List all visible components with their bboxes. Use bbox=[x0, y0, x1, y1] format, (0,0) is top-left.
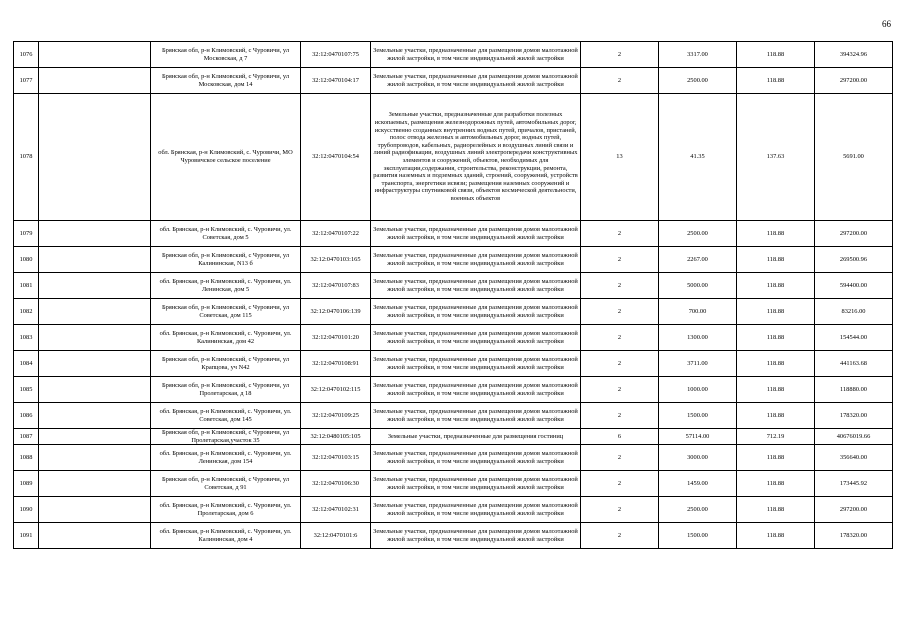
land-purpose-cell: Земельные участки, предназначенные для размещения домов малоэтажной жилой застройки, в том числе индивидуальной жилой застройки bbox=[371, 325, 581, 351]
spacer-cell bbox=[39, 403, 151, 429]
spacer-cell bbox=[39, 429, 151, 445]
land-purpose-cell: Земельные участки, предназначенные для размещения домов малоэтажной жилой застройки, в том числе индивидуальной жилой застройки bbox=[371, 523, 581, 549]
area-cell: 2267.00 bbox=[659, 247, 737, 273]
cadastral-number-cell: 32:12:0470101:20 bbox=[301, 325, 371, 351]
table-row bbox=[14, 42, 893, 68]
row-number-cell: 1091 bbox=[14, 523, 39, 549]
table-row bbox=[14, 247, 893, 273]
area-cell: 1500.00 bbox=[659, 523, 737, 549]
land-purpose-cell: Земельные участки, предназначенные для размещения домов малоэтажной жилой застройки, в том числе индивидуальной жилой застройки bbox=[371, 471, 581, 497]
group-code-cell: 2 bbox=[581, 299, 659, 325]
area-cell: 1300.00 bbox=[659, 325, 737, 351]
address-cell: Брянская обл, р-н Климовский, с Чуровичи, ул Советская, д 91 bbox=[151, 471, 301, 497]
row-number-cell: 1086 bbox=[14, 403, 39, 429]
table-row bbox=[14, 325, 893, 351]
area-cell: 41.35 bbox=[659, 94, 737, 221]
table-row bbox=[14, 429, 893, 445]
cadastral-value-cell: 594400.00 bbox=[815, 273, 893, 299]
land-purpose-cell: Земельные участки, предназначенные для размещения домов малоэтажной жилой застройки, в том числе индивидуальной жилой застройки bbox=[371, 403, 581, 429]
spacer-cell bbox=[39, 68, 151, 94]
area-cell: 1000.00 bbox=[659, 377, 737, 403]
group-code-cell: 2 bbox=[581, 42, 659, 68]
land-purpose-cell: Земельные участки, предназначенные для размещения домов малоэтажной жилой застройки, в том числе индивидуальной жилой застройки bbox=[371, 351, 581, 377]
address-cell: обл. Брянская, р-н Климовский, с. Чуровичи, ул. Пролетарская, дом 6 bbox=[151, 497, 301, 523]
specific-value-cell: 712.19 bbox=[737, 429, 815, 445]
table-row bbox=[14, 299, 893, 325]
table-row bbox=[14, 351, 893, 377]
cadastral-value-cell: 178320.00 bbox=[815, 523, 893, 549]
cadastral-value-cell: 118880.00 bbox=[815, 377, 893, 403]
spacer-cell bbox=[39, 325, 151, 351]
land-purpose-cell: Земельные участки, предназначенные для размещения домов малоэтажной жилой застройки, в том числе индивидуальной жилой застройки bbox=[371, 273, 581, 299]
cadastral-number-cell: 32:12:0470106:30 bbox=[301, 471, 371, 497]
specific-value-cell: 118.88 bbox=[737, 445, 815, 471]
cadastral-value-cell: 269500.96 bbox=[815, 247, 893, 273]
address-cell: обл. Брянская, р-н Климовский, с. Чуровичи, МО Чуровичское сельское поселение bbox=[151, 94, 301, 221]
table-row bbox=[14, 221, 893, 247]
address-cell: Брянская обл, р-н Климовский, с Чуровичи, ул Калининская, N13 б bbox=[151, 247, 301, 273]
row-number-cell: 1087 bbox=[14, 429, 39, 445]
area-cell: 3000.00 bbox=[659, 445, 737, 471]
address-cell: Брянская обл, р-н Климовский, с Чуровичи, ул Московская, дом 14 bbox=[151, 68, 301, 94]
specific-value-cell: 118.88 bbox=[737, 523, 815, 549]
cadastral-value-cell: 297200.00 bbox=[815, 221, 893, 247]
cadastral-value-table bbox=[13, 41, 893, 549]
address-cell: Брянская обл, р-н Климовский, с Чуровичи, ул Московская, д 7 bbox=[151, 42, 301, 68]
area-cell: 57114.00 bbox=[659, 429, 737, 445]
cadastral-number-cell: 32:12:0470107:22 bbox=[301, 221, 371, 247]
area-cell: 1459.00 bbox=[659, 471, 737, 497]
address-cell: Брянская обл, р-н Климовский, с Чуровичи, ул Крапцова, уч N42 bbox=[151, 351, 301, 377]
cadastral-number-cell: 32:12:0470107:83 bbox=[301, 273, 371, 299]
area-cell: 2500.00 bbox=[659, 497, 737, 523]
land-purpose-cell: Земельные участки, предназначенные для разработки полезных ископаемых, размещения железнодорожных путей, автомобильных дорог, искусственно созданных внутренних водных путей, причалов, пристаней, полос отвода железных и автомобильных дорог, водных путей, трубопроводов, кабельных, радиорелейных и воздушных линий связи и линий радиофикации, воздушных линий электропередачи конструктивных элементов и сооружений, объектов, необходимых для эксплуатации,содержания, строительства, реконструкции, ремонта, развития наземных и подземных зданий, строений, сооружений, устройств транспорта, энергетики исвязи; размещения наземных сооружений и инфраструктуры спутниковой связи, объектов космической деятельности, военных объектов bbox=[371, 94, 581, 221]
row-number-cell: 1088 bbox=[14, 445, 39, 471]
area-cell: 3711.00 bbox=[659, 351, 737, 377]
row-number-cell: 1077 bbox=[14, 68, 39, 94]
land-purpose-cell: Земельные участки, предназначенные для размещения домов малоэтажной жилой застройки, в том числе индивидуальной жилой застройки bbox=[371, 299, 581, 325]
land-purpose-cell: Земельные участки, предназначенные для размещения домов малоэтажной жилой застройки, в том числе индивидуальной жилой застройки bbox=[371, 42, 581, 68]
row-number-cell: 1083 bbox=[14, 325, 39, 351]
table-body bbox=[14, 42, 893, 549]
address-cell: обл. Брянская, р-н Климовский, с. Чуровичи, ул. Калининская, дом 42 bbox=[151, 325, 301, 351]
row-number-cell: 1078 bbox=[14, 94, 39, 221]
table-row bbox=[14, 445, 893, 471]
group-code-cell: 2 bbox=[581, 445, 659, 471]
specific-value-cell: 118.88 bbox=[737, 221, 815, 247]
land-purpose-cell: Земельные участки, предназначенные для размещения домов малоэтажной жилой застройки, в том числе индивидуальной жилой застройки bbox=[371, 377, 581, 403]
cadastral-value-cell: 173445.92 bbox=[815, 471, 893, 497]
cadastral-number-cell: 32:12:0470108:91 bbox=[301, 351, 371, 377]
row-number-cell: 1080 bbox=[14, 247, 39, 273]
cadastral-number-cell: 32:12:0480105:105 bbox=[301, 429, 371, 445]
specific-value-cell: 118.88 bbox=[737, 497, 815, 523]
cadastral-number-cell: 32:12:0470101:6 bbox=[301, 523, 371, 549]
spacer-cell bbox=[39, 94, 151, 221]
area-cell: 5000.00 bbox=[659, 273, 737, 299]
table-row bbox=[14, 403, 893, 429]
cadastral-value-cell: 154544.00 bbox=[815, 325, 893, 351]
group-code-cell: 2 bbox=[581, 351, 659, 377]
land-purpose-cell: Земельные участки, предназначенные для размещения домов малоэтажной жилой застройки, в том числе индивидуальной жилой застройки bbox=[371, 247, 581, 273]
address-cell: Брянская обл, р-н Климовский, с Чуровичи, ул Пролетарская, д 18 bbox=[151, 377, 301, 403]
cadastral-value-cell: 394324.96 bbox=[815, 42, 893, 68]
spacer-cell bbox=[39, 523, 151, 549]
row-number-cell: 1079 bbox=[14, 221, 39, 247]
specific-value-cell: 118.88 bbox=[737, 325, 815, 351]
cadastral-number-cell: 32:12:0470102:31 bbox=[301, 497, 371, 523]
group-code-cell: 2 bbox=[581, 325, 659, 351]
area-cell: 2500.00 bbox=[659, 221, 737, 247]
specific-value-cell: 118.88 bbox=[737, 68, 815, 94]
row-number-cell: 1085 bbox=[14, 377, 39, 403]
spacer-cell bbox=[39, 351, 151, 377]
group-code-cell: 2 bbox=[581, 497, 659, 523]
row-number-cell: 1082 bbox=[14, 299, 39, 325]
land-purpose-cell: Земельные участки, предназначенные для размещения домов малоэтажной жилой застройки, в том числе индивидуальной жилой застройки bbox=[371, 497, 581, 523]
table-row bbox=[14, 471, 893, 497]
table-row bbox=[14, 377, 893, 403]
table-row bbox=[14, 273, 893, 299]
address-cell: обл. Брянская, р-н Климовский, с. Чуровичи, ул. Ленинская, дом 154 bbox=[151, 445, 301, 471]
group-code-cell: 2 bbox=[581, 221, 659, 247]
land-purpose-cell: Земельные участки, предназначенные для размещения домов малоэтажной жилой застройки, в том числе индивидуальной жилой застройки bbox=[371, 445, 581, 471]
cadastral-number-cell: 32:12:0470106:139 bbox=[301, 299, 371, 325]
row-number-cell: 1089 bbox=[14, 471, 39, 497]
group-code-cell: 2 bbox=[581, 377, 659, 403]
table-row bbox=[14, 68, 893, 94]
cadastral-value-cell: 441163.68 bbox=[815, 351, 893, 377]
address-cell: обл. Брянская, р-н Климовский, с. Чуровичи, ул. Советская, дом 5 bbox=[151, 221, 301, 247]
cadastral-value-cell: 297200.00 bbox=[815, 68, 893, 94]
spacer-cell bbox=[39, 471, 151, 497]
page-number: 66 bbox=[882, 19, 891, 29]
area-cell: 700.00 bbox=[659, 299, 737, 325]
row-number-cell: 1081 bbox=[14, 273, 39, 299]
table-row bbox=[14, 523, 893, 549]
area-cell: 3317.00 bbox=[659, 42, 737, 68]
specific-value-cell: 137.63 bbox=[737, 94, 815, 221]
specific-value-cell: 118.88 bbox=[737, 471, 815, 497]
land-purpose-cell: Земельные участки, предназначенные для размещения домов малоэтажной жилой застройки, в том числе индивидуальной жилой застройки bbox=[371, 221, 581, 247]
address-cell: обл. Брянская, р-н Климовский, с. Чуровичи, ул. Калининская, дом 4 bbox=[151, 523, 301, 549]
spacer-cell bbox=[39, 445, 151, 471]
spacer-cell bbox=[39, 299, 151, 325]
area-cell: 2500.00 bbox=[659, 68, 737, 94]
row-number-cell: 1090 bbox=[14, 497, 39, 523]
cadastral-number-cell: 32:12:0470103:15 bbox=[301, 445, 371, 471]
cadastral-value-cell: 40676019.66 bbox=[815, 429, 893, 445]
spacer-cell bbox=[39, 273, 151, 299]
spacer-cell bbox=[39, 377, 151, 403]
spacer-cell bbox=[39, 42, 151, 68]
table-row bbox=[14, 497, 893, 523]
cadastral-number-cell: 32:12:0470107:75 bbox=[301, 42, 371, 68]
spacer-cell bbox=[39, 497, 151, 523]
specific-value-cell: 118.88 bbox=[737, 247, 815, 273]
cadastral-value-cell: 356640.00 bbox=[815, 445, 893, 471]
cadastral-number-cell: 32:12:0470102:115 bbox=[301, 377, 371, 403]
cadastral-number-cell: 32:12:0470104:54 bbox=[301, 94, 371, 221]
table-row bbox=[14, 94, 893, 221]
land-purpose-cell: Земельные участки, предназначенные для размещения домов малоэтажной жилой застройки, в том числе индивидуальной жилой застройки bbox=[371, 68, 581, 94]
cadastral-value-cell: 297200.00 bbox=[815, 497, 893, 523]
address-cell: обл. Брянская, р-н Климовский, с. Чуровичи, ул. Советская, дом 145 bbox=[151, 403, 301, 429]
specific-value-cell: 118.88 bbox=[737, 377, 815, 403]
group-code-cell: 6 bbox=[581, 429, 659, 445]
address-cell: обл. Брянская, р-н Климовский, с. Чуровичи, ул. Ленинская, дом 5 bbox=[151, 273, 301, 299]
specific-value-cell: 118.88 bbox=[737, 351, 815, 377]
group-code-cell: 2 bbox=[581, 403, 659, 429]
group-code-cell: 13 bbox=[581, 94, 659, 221]
row-number-cell: 1076 bbox=[14, 42, 39, 68]
cadastral-value-cell: 178320.00 bbox=[815, 403, 893, 429]
group-code-cell: 2 bbox=[581, 471, 659, 497]
cadastral-number-cell: 32:12:0470103:165 bbox=[301, 247, 371, 273]
spacer-cell bbox=[39, 221, 151, 247]
cadastral-value-cell: 5691.00 bbox=[815, 94, 893, 221]
group-code-cell: 2 bbox=[581, 247, 659, 273]
area-cell: 1500.00 bbox=[659, 403, 737, 429]
specific-value-cell: 118.88 bbox=[737, 42, 815, 68]
specific-value-cell: 118.88 bbox=[737, 299, 815, 325]
row-number-cell: 1084 bbox=[14, 351, 39, 377]
address-cell: Брянская обл, р-н Климовский, с Чуровичи, ул Пролетарская,участок 35 bbox=[151, 429, 301, 445]
spacer-cell bbox=[39, 247, 151, 273]
group-code-cell: 2 bbox=[581, 68, 659, 94]
land-purpose-cell: Земельные участки, предназначенные для размещения гостиниц bbox=[371, 429, 581, 445]
group-code-cell: 2 bbox=[581, 273, 659, 299]
cadastral-number-cell: 32:12:0470104:17 bbox=[301, 68, 371, 94]
group-code-cell: 2 bbox=[581, 523, 659, 549]
cadastral-number-cell: 32:12:0470109:25 bbox=[301, 403, 371, 429]
address-cell: Брянская обл, р-н Климовский, с Чуровичи, ул Советская, дом 115 bbox=[151, 299, 301, 325]
cadastral-value-cell: 83216.00 bbox=[815, 299, 893, 325]
specific-value-cell: 118.88 bbox=[737, 273, 815, 299]
specific-value-cell: 118.88 bbox=[737, 403, 815, 429]
